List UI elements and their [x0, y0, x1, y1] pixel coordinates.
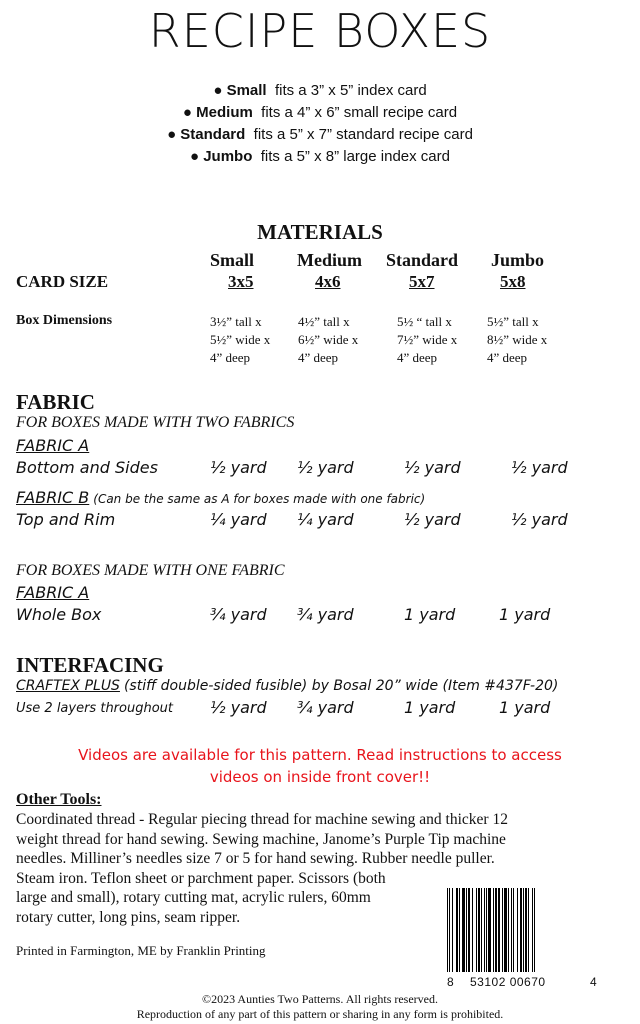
two-fabrics-note: FOR BOXES MADE WITH TWO FABRICS — [16, 414, 295, 431]
dim-tall: 3½” tall x — [210, 314, 262, 329]
size-name: Medium — [196, 104, 253, 121]
interfacing-standard: 1 yard — [404, 698, 456, 717]
top-rim-jumbo: ½ yard — [511, 510, 568, 529]
one-fabric-note: FOR BOXES MADE WITH ONE FABRIC — [16, 562, 285, 579]
dimensions-standard — [397, 313, 457, 367]
dimensions-jumbo — [487, 313, 547, 367]
bottom-sides-jumbo: ½ yard — [511, 458, 568, 477]
dim-wide: 5½” wide x — [210, 332, 271, 347]
col-header-standard: Standard — [386, 250, 459, 270]
card-size-jumbo: 5x8 — [500, 272, 526, 291]
whole-box-standard: 1 yard — [404, 605, 456, 624]
card-size-medium: 4x6 — [315, 272, 341, 291]
card-size-standard: 5x7 — [409, 272, 435, 291]
dim-wide: 7½” wide x — [397, 332, 458, 347]
bottom-sides-small: ½ yard — [210, 458, 267, 477]
dim-deep: 4” deep — [397, 350, 438, 365]
barcode — [447, 888, 599, 972]
video-notice — [0, 744, 640, 788]
size-desc: fits a 5” x 7” standard recipe card — [253, 126, 473, 143]
size-name: Small — [226, 82, 267, 99]
size-item-jumbo: ● Jumbo fits a 5” x 8” large index card — [189, 148, 450, 165]
tools-line: large and small), rotary cutting mat, acrylic rulers, 60mm — [16, 889, 371, 906]
barcode-left-digit: 8 — [447, 975, 454, 989]
dim-wide: 8½” wide x — [487, 332, 548, 347]
interfacing-product-row — [16, 677, 558, 695]
video-notice-line: Videos are available for this pattern. Read instructions to access — [78, 746, 562, 764]
interfacing-medium: ¾ yard — [297, 698, 354, 717]
dim-tall: 5½ “ tall x — [397, 314, 452, 329]
fabric-a-label: FABRIC A — [16, 436, 90, 455]
barcode-number: 53102 00670 — [470, 975, 546, 989]
col-header-jumbo: Jumbo — [491, 250, 545, 270]
tools-line: needles. Milliner’s needles size 7 or 5 for hand sewing. Rubber needle puller. — [16, 850, 495, 867]
col-header-medium: Medium — [297, 250, 362, 270]
size-name: Jumbo — [203, 148, 253, 165]
video-notice-line: videos on inside front cover!! — [209, 768, 431, 786]
dim-deep: 4” deep — [298, 350, 339, 365]
tools-line: Coordinated thread - Regular piecing thread for machine sewing and thicker 12 — [16, 811, 508, 828]
size-item-small: ● Small fits a 3” x 5” index card — [213, 82, 427, 99]
fabric-b-note: (Can be the same as A for boxes made with one fabric) — [93, 492, 426, 506]
bottom-sides-label: Bottom and Sides — [16, 458, 158, 477]
dim-deep: 4” deep — [487, 350, 528, 365]
top-rim-small: ¼ yard — [210, 510, 267, 529]
top-rim-medium: ¼ yard — [297, 510, 354, 529]
bottom-sides-standard: ½ yard — [404, 458, 461, 477]
printed-in: Printed in Farmington, ME by Franklin Printing — [16, 943, 266, 958]
tools-line: rotary cutter, long pins, seam ripper. — [16, 908, 241, 926]
page-title: RECIPE BOXES — [148, 4, 492, 58]
box-dimensions-label: Box Dimensions — [16, 313, 113, 328]
col-header-small: Small — [210, 250, 255, 270]
size-name: Standard — [180, 126, 246, 143]
tools-line: weight thread for hand sewing. Sewing machine, Janome’s Purple Tip machine — [16, 830, 506, 848]
fabric-b-label: FABRIC B — [16, 488, 90, 507]
top-rim-label: Top and Rim — [16, 510, 116, 529]
dim-tall: 4½” tall x — [298, 314, 350, 329]
card-size-label: CARD SIZE — [16, 272, 109, 291]
interfacing-jumbo: 1 yard — [499, 698, 551, 717]
barcode-bar — [535, 888, 537, 972]
bottom-sides-medium: ½ yard — [297, 458, 354, 477]
whole-box-jumbo: 1 yard — [499, 605, 551, 624]
size-item-standard: ● Standard fits a 5” x 7” standard recipe card — [167, 126, 473, 143]
size-desc: fits a 4” x 6” small recipe card — [261, 104, 458, 121]
dim-wide: 6½” wide x — [298, 332, 359, 347]
materials-heading: MATERIALS — [257, 220, 383, 244]
whole-box-medium: ¾ yard — [297, 605, 354, 624]
whole-box-label: Whole Box — [16, 605, 102, 624]
whole-box-small: ¾ yard — [210, 605, 267, 624]
reproduction-notice: Reproduction of any part of this pattern or sharing in any form is prohibited. — [136, 1007, 504, 1021]
interfacing-small: ½ yard — [210, 698, 267, 717]
copyright: ©2023 Aunties Two Patterns. All rights reserved. — [201, 992, 439, 1006]
other-tools-heading: Other Tools: — [16, 791, 102, 808]
top-rim-standard: ½ yard — [404, 510, 461, 529]
size-desc: fits a 3” x 5” index card — [274, 82, 427, 99]
dim-tall: 5½” tall x — [487, 314, 539, 329]
interfacing-heading: INTERFACING — [16, 653, 164, 677]
interfacing-desc: (stiff double-sided fusible) by Bosal 20” wide (Item #437F-20) — [123, 678, 559, 694]
fabric-b-row — [16, 488, 425, 508]
dimensions-medium — [298, 313, 358, 367]
dimensions-small — [210, 313, 270, 367]
fabric-heading: FABRIC — [16, 390, 95, 414]
size-desc: fits a 5” x 8” large index card — [260, 148, 450, 165]
fabric-a2-label: FABRIC A — [16, 583, 90, 602]
layers-label: Use 2 layers throughout — [16, 701, 173, 716]
size-item-medium: ● Medium fits a 4” x 6” small recipe card — [182, 104, 458, 121]
card-size-small: 3x5 — [228, 272, 254, 291]
tools-line: Steam iron. Teflon sheet or parchment paper. Scissors (both — [16, 869, 386, 887]
dim-deep: 4” deep — [210, 350, 251, 365]
barcode-right-digit: 4 — [590, 975, 597, 989]
interfacing-product: CRAFTEX PLUS — [16, 678, 120, 694]
